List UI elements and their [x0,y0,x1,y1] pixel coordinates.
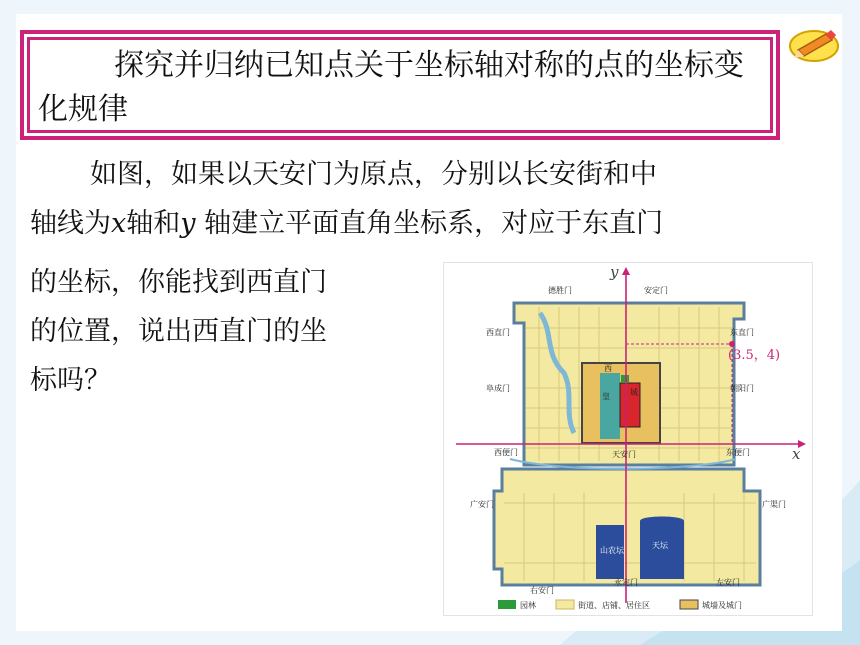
gate-andingmen: 安定门 [644,286,668,295]
legend-garden-swatch [498,600,516,609]
gate-yongdingmen: 永定门 [614,578,638,587]
gate-dongbianmen: 东便门 [726,448,750,457]
imperial-label-xi: 西 [604,364,612,373]
question-paragraph [30,150,820,248]
gate-deshengmen: 德胜门 [548,286,572,295]
legend-walls-swatch [680,600,698,609]
imperial-label-cheng: 城 [630,388,638,397]
left-line-1: 的坐标，你能找到西直门 [30,267,327,298]
gate-guangqumen: 广渠门 [762,500,786,509]
question-left-column [30,258,410,405]
paragraph-line-2a: 轴线为 [30,208,111,239]
paragraph-line-1: 如图，如果以天安门为原点，分别以长安街和中 [90,159,657,190]
gate-xizhimen: 西直门 [486,328,510,337]
outer-city [494,469,760,585]
legend-walls-label: 城墙及城门 [702,601,742,610]
legend-streets-swatch [556,600,574,609]
y-axis-label: y [610,263,619,281]
dongzhimen-coordinate: (3.5，4) [728,348,781,363]
imperial-label-huang: 皇 [602,392,610,401]
gate-zuoanmen: 左安门 [716,578,740,587]
gate-chaoyangmen: 朝阳门 [730,384,754,393]
gate-fuchengmen: 阜成门 [486,384,510,393]
map-graphic [444,263,812,615]
page-title: 探究并归纳已知点关于坐标轴对称的点的坐标变化规律 [38,48,744,127]
imperial-lake [600,373,620,439]
legend-garden-label: 园林 [520,601,536,610]
gate-guanganmen: 广安门 [470,500,494,509]
garden-block [621,375,629,383]
y-axis-arrow [622,267,630,275]
left-line-3: 标吗？ [30,365,111,396]
pencil-icon [786,22,842,66]
gate-dongzhimen: 东直门 [730,328,754,337]
paragraph-line-2b: 轴和 [126,208,181,239]
legend-streets-label: 街道、店铺、居住区 [578,601,650,610]
left-line-2: 的位置，说出西直门的坐 [30,316,327,347]
dongzhimen-point [729,341,735,347]
temple-tian-label: 天坛 [652,541,668,550]
gate-youanmen: 右安门 [530,586,554,595]
var-x: x [111,208,127,239]
var-y: y [180,208,196,239]
gate-xibianmen: 西便门 [494,448,518,457]
paragraph-line-2c: 轴建立平面直角坐标系，对应于东直门 [195,208,664,239]
x-axis-label: x [792,445,801,463]
gate-tiananmen: 天安门 [612,450,636,459]
beijing-map [443,262,813,616]
title-box [20,30,780,140]
temple-shannong-label: 山农坛 [600,546,624,555]
